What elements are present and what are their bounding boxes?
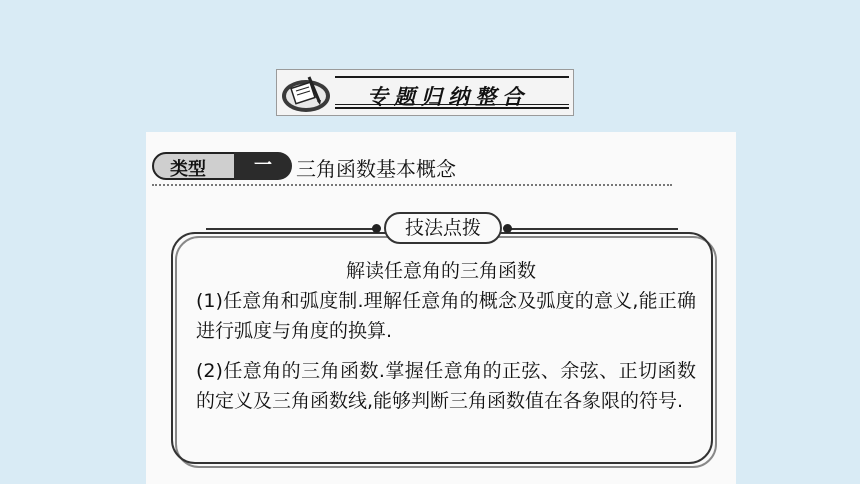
tag-dot-right [503,224,512,233]
section-banner [276,69,574,116]
tips-heading: 解读任意角的三角函数 [345,260,536,282]
tips-paragraph-1: (1)任意角和弧度制.理解任意角的概念及弧度的意义,能正确进行弧度与角度的换算. [196,290,696,342]
type-label: 类型 [170,159,206,180]
section-title: 三角函数基本概念 [296,157,456,181]
type-number: 一 [234,152,292,180]
banner-title: 专题归纳整合 [367,84,529,109]
dotted-divider [152,184,672,186]
tips-tag: 技法点拨 [384,212,502,244]
type-badge [152,152,240,180]
tag-line-right [510,228,678,230]
content-card [146,132,736,484]
tag-line-left [206,228,374,230]
section-header [152,152,672,186]
tips-paragraph-2: (2)任意角的三角函数.掌握任意角的正弦、余弦、正切函数的定义及三角函数线,能够判断三角函数值在各象限的符号. [196,360,696,412]
book-pen-icon [279,71,333,115]
tag-dot-left [372,224,381,233]
